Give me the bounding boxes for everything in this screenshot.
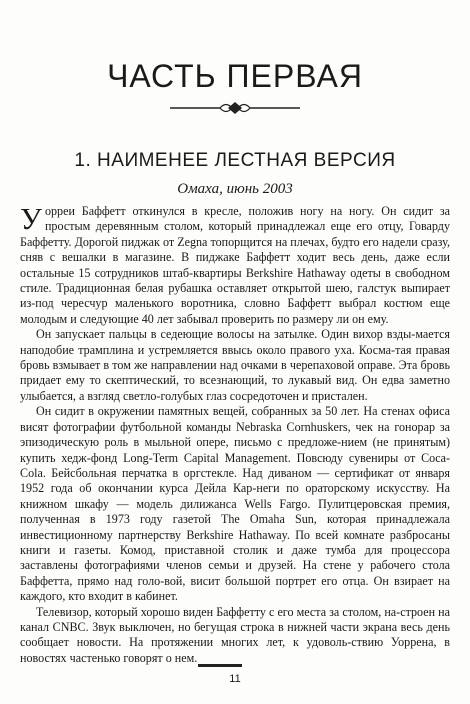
paragraph: Он сидит в окружении памятных вещей, собранных за 50 лет. На стенах офиса висят фотографии футбольной команды Nebraska Cornhuskers, чек на гонорар за эпизодическую роль в мыльной опере, письмо с предложе-нием (не принятым) купить хедж-фонд Long-Term Capital Management. Повсюду сувениры от Coca-Cola. Бейсбольная перчатка в оргстекле. Над диваном — сертификат от января 1952 года об окончании курса Дейла Кар-неги по ораторскому искусству. На книжном шкафу — модель дилижанса Wells Fargo. Пулитцеровская премия, полученная в 1973 году газетой The Omaha Sun, которая принадлежала инвестиционному партнерству Berkshire Hathaway. По всей комнате разбросаны книги и газеты. Комод, приставной столик и даже тумба для процессора заставлены фотографиями членов семьи и друзей. На стене у рабочего стола Баффетта, прямо над голо-вой, висит большой портрет его отца. Он взирает на каждого, кто входит в кабинет. (20, 404, 450, 604)
paragraph-text: орреи Баффетт откинулся в кресле, положив ногу на ногу. Он сидит за простым деревянным столом, который принадлежал еще его отцу, Говарду Баффетту. Дорогой пиджак от Zegna топорщится на плечах, будто его надели сразу, сняв с вешалки в магазине. В пиджаке Баффетт ходит весь день, даже если остальные 15 сотрудников штаб-квартиры Berkshire Hathaway одеты в свободном стиле. Традиционная белая рубашка оставляет открытой шею, галстук выпирает из-под чересчур маленького воротника, словно Баффетт выбрал костюм еще молодым и следующие 40 лет забывал проверить по размеру ли он ему. (20, 204, 450, 326)
page-number: 11 (229, 673, 241, 685)
paragraph (20, 201, 450, 327)
ornament-divider-icon (170, 98, 300, 118)
paragraph: Телевизор, который хорошо виден Баффетту с его места за столом, на-строен на канал CNBC. Звук выключен, но бегущая строка в нижней части экрана весь день сообщает новости. На протяжении многих лет, к удоволь-ствию Уоррена, в новостях частенько говорят о нем. (20, 604, 450, 665)
chapter-body (20, 201, 450, 666)
paragraph: Он запускает пальцы в седеющие волосы на затылке. Один вихор взды-мается наподобие трамплина и устремляется ввысь около правого уха. Косма-тая правая бровь взмывает в том же направлении над очками в черепаховой оправе. Эта бровь придает ему то скептический, то всезнающий, то лукавый вид. Он едва заметно улыбается, а взгляд светло-голубых глаз сосредоточен и пристален. (20, 327, 450, 403)
part-title: ЧАСТЬ ПЕРВАЯ (107, 58, 363, 94)
chapter-subtitle: Омаха, июнь 2003 (177, 181, 293, 197)
drop-cap: У (20, 201, 42, 236)
chapter-title: 1. НАИМЕНЕЕ ЛЕСТНАЯ ВЕРСИЯ (74, 150, 396, 171)
footer-rule (198, 664, 242, 667)
